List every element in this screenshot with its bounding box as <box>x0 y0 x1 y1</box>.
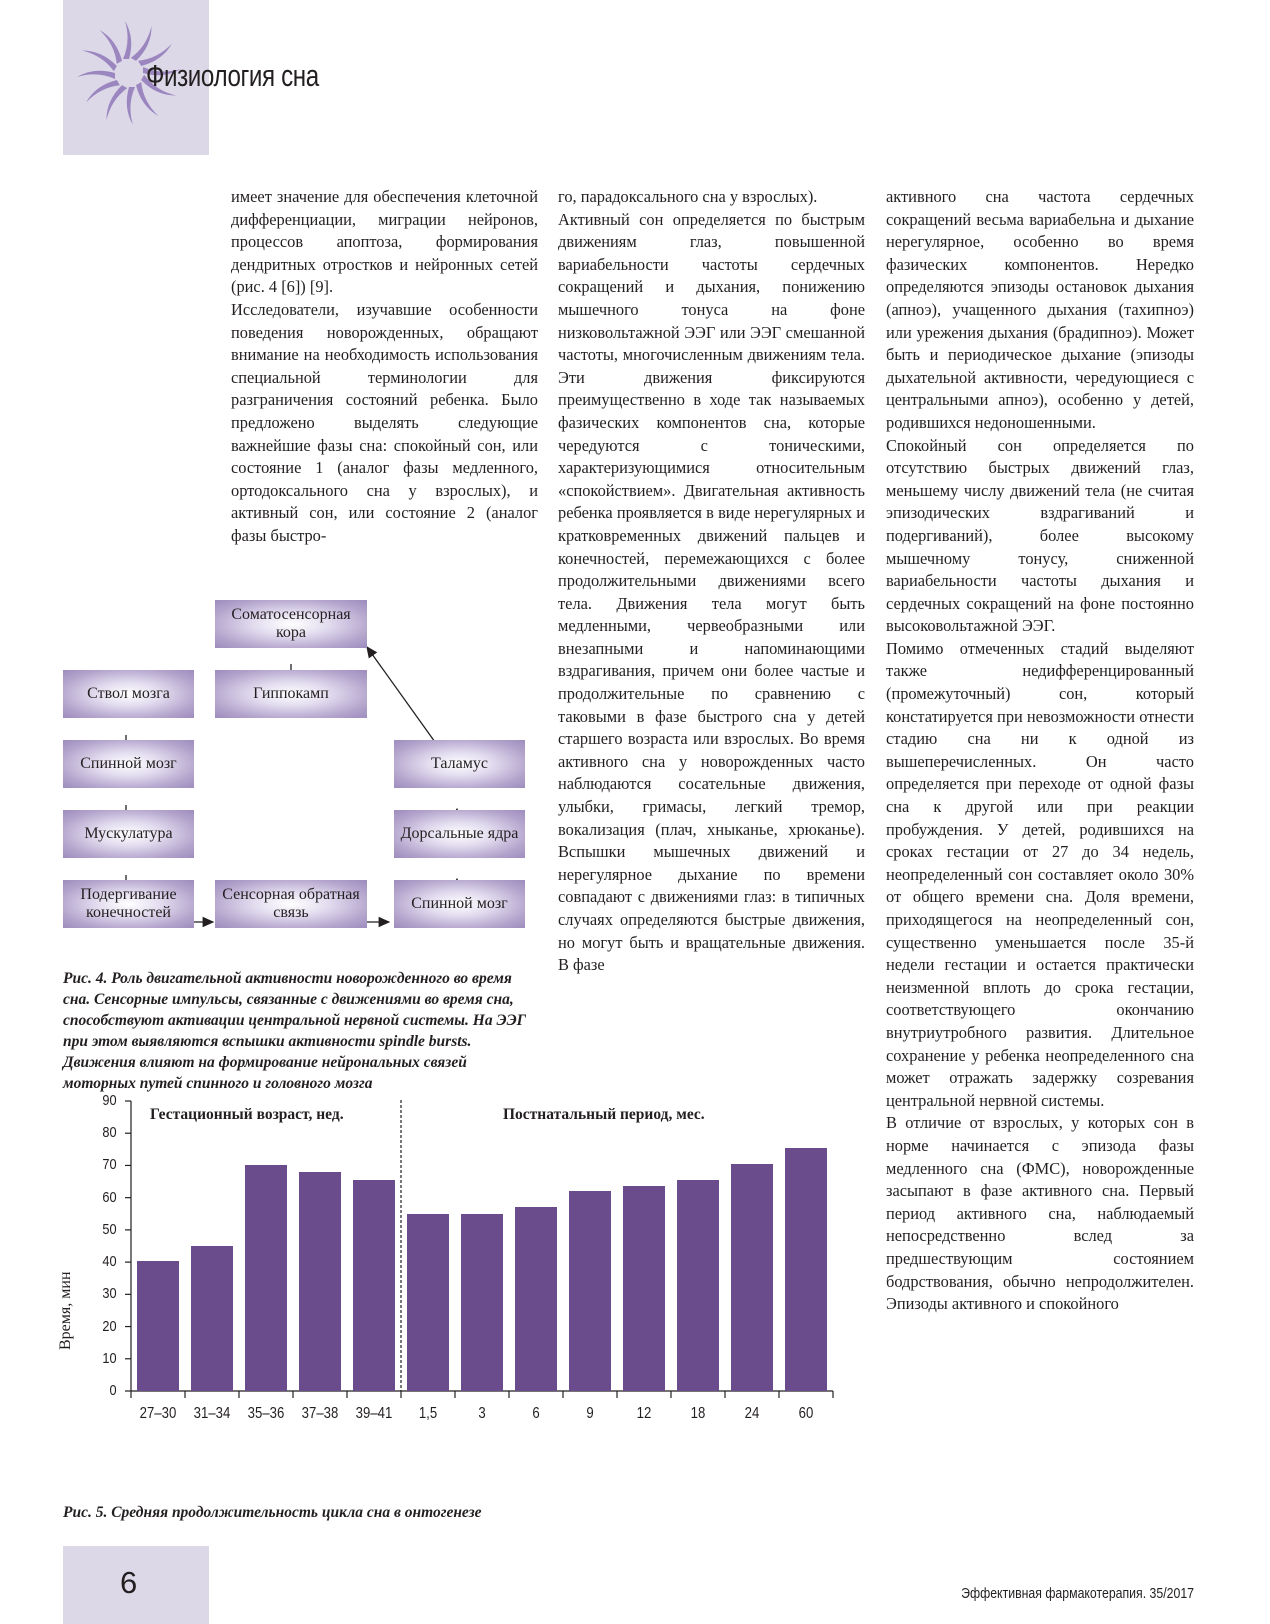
y-tick-label: 90 <box>102 1092 117 1109</box>
x-tick-label: 35–36 <box>247 1405 285 1422</box>
paragraph: го, парадоксального сна у взрослых). <box>558 187 818 206</box>
y-tick-label: 30 <box>102 1285 117 1303</box>
bar <box>191 1246 232 1391</box>
x-tick-label: 6 <box>532 1405 540 1422</box>
x-tick-label: 27–30 <box>139 1405 177 1422</box>
paragraph: Активный сон определяется по быстрым движениям глаз, повышенной вариабельности частоты сердечных сокращений и дыхания, понижению мышечного тонуса на фоне низковольтажной ЭЭГ или ЭЭГ смешанной частоты, многочисленным движениям тела. Эти движения фиксируются преимущественно в ходе так называемых фазических компонентов сна, которые чередуются с тоническими, характеризующимися относительным «спокойствием». Двигательная активность ребенка проявляется в виде нерегулярных и кратковременных движений пальцев и конечностей, перемежающихся с более продолжительными движениями всего тела. Движения тела могут быть медленными, червеобразными или внезапными и напоминающими вздрагивания, причем они более частые и продолжительные по сравнению с таковыми в фазе быстрого сна у детей старшего возраста или взрослых. Во время активного сна у новорожденных часто наблюдаются сосательные движения, улыбки, гримасы, легкий тремор, вокализация (плач, хныканье, хрюканье). Вспышки мышечных движений и нерегулярное дыхание по времени совпадают с движениями глаз: в типичных случаях определяются быстрые движения, но могут быть и вращательные движения. В фазе <box>558 209 865 975</box>
bar <box>245 1165 286 1391</box>
bar <box>785 1148 826 1391</box>
bar <box>137 1261 178 1392</box>
box-spinal-cord-left: Спинной мозг <box>63 740 194 788</box>
x-tick-label: 24 <box>744 1405 760 1422</box>
bar <box>353 1180 394 1391</box>
paragraph: имеет значение для обеспечения клеточной дифференциации, миграции нейронов, процессов апоптоза, формирования дендритных отростков и нейронных сетей (рис. 4 [6]) [9]. <box>231 187 538 297</box>
y-tick-label: 60 <box>102 1188 117 1206</box>
y-tick-label: 80 <box>102 1124 117 1142</box>
journal-footer: Эффективная фармакотерапия. 35/2017 <box>961 1585 1194 1602</box>
figure-4-diagram <box>63 606 543 955</box>
text-column-1 <box>231 186 538 548</box>
page-number: 6 <box>120 1565 138 1600</box>
text-column-3 <box>886 186 1194 1316</box>
x-tick-label: 39–41 <box>355 1405 393 1422</box>
bar <box>623 1186 664 1391</box>
y-tick-label: 0 <box>109 1382 117 1399</box>
paragraph: активного сна частота сердечных сокращений весьма вариабельна и дыхание нерегулярное, особенно во время фазических компонентов. Нередко определяются эпизоды остановок дыхания (апноэ), учащенного дыхания (тахипноэ) или урежения дыхания (брадипноэ). Может быть и периодическое дыхание (эпизоды дыхательной активности, чередующиеся с центральными апноэ), особенно у детей, родившихся недоношенными. <box>886 187 1194 432</box>
box-musculature: Мускулатура <box>63 810 194 858</box>
box-dorsal-nuclei: Дорсальные ядра <box>394 810 525 858</box>
y-tick-label: 10 <box>102 1349 117 1367</box>
y-tick-label: 50 <box>102 1220 117 1238</box>
box-brainstem: Ствол мозга <box>63 670 194 718</box>
group-label-postnatal: Постнатальный период, мес. <box>503 1106 705 1123</box>
box-spinal-cord-right: Спинной мозг <box>394 880 525 928</box>
x-tick-label: 18 <box>690 1405 706 1422</box>
group-label-gestational: Гестационный возраст, нед. <box>150 1106 344 1123</box>
bar <box>677 1180 718 1391</box>
bar <box>569 1191 610 1391</box>
y-axis-label: Время, мин <box>57 1271 74 1350</box>
bar <box>461 1214 502 1391</box>
box-hippocampus: Гиппокамп <box>215 670 367 718</box>
y-tick-label: 20 <box>102 1317 117 1335</box>
y-tick-label: 70 <box>102 1156 117 1174</box>
x-tick-label: 9 <box>586 1405 594 1422</box>
x-tick-label: 1,5 <box>418 1405 438 1422</box>
x-tick-label: 12 <box>636 1405 652 1422</box>
paragraph: Помимо отмеченных стадий выделяют также недифференцированный (промежуточный) сон, который констатируется при невозможности отнести стадию сна ни к одной из вышеперечисленных. Он часто определяется при переходе от одной фазы сна к другой или при реакции пробуждения. У детей, родившихся на сроках гестации от 27 до 34 недель, неопределенный сон составляет около 30% от общего времени сна. Доля времени, приходящегося на неопределенный сон, существенно уменьшается после 35-й недели гестации и остается практически неизменной вплоть до срока гестации, соответствующего окончанию внутриутробного развития. Длительное сохранение у ребенка неопределенного сна может отражать задержку созревания центральной нервной системы. <box>886 638 1194 1110</box>
box-thalamus: Таламус <box>394 740 525 788</box>
paragraph: В отличие от взрослых, у которых сон в норме начинается с эпизода фазы медленного сна (ФМС), новорожденные засыпают в фазе активного сна. Первый период активного сна, наблюдаемый непосредственно вслед за предшествующим состоянием бодрствования, обычно непродолжителен. Эпизоды активного и спокойного <box>886 1113 1194 1314</box>
box-limb-twitching: Подергивание конечностей <box>63 880 194 928</box>
bar <box>515 1207 556 1391</box>
box-sensory-feedback: Сенсорная обратная связь <box>215 880 367 928</box>
section-title: Физиология сна <box>146 58 319 93</box>
x-tick-label: 3 <box>478 1405 486 1422</box>
bar <box>407 1214 448 1391</box>
text-column-2 <box>558 186 865 977</box>
figure-5-bar-chart <box>57 1092 863 1490</box>
figure-4-caption: Рис. 4. Роль двигательной активности новорожденного во время сна. Сенсорные импульсы, связанные с движениями во время сна, способствуют активации центральной нервной системы. На ЭЭГ при этом выявляются вспышки активности spindle bursts. Движения влияют на формирование нейрональных связей моторных путей спинного и головного мозга <box>63 970 527 1092</box>
paragraph: Исследователи, изучавшие особенности поведения новорожденных, обращают внимание на необходимость использования специальной терминологии для разграничения состояний ребенка. Было предложено выделять следующие важнейшие фазы сна: спокойный сон, или состояние 1 (аналог фазы медленного, ортодоксального сна у взрослых), и активный сон, или состояние 2 (аналог фазы быстро- <box>231 299 538 545</box>
x-tick-label: 60 <box>798 1405 814 1422</box>
figure-5-caption: Рис. 5. Средняя продолжительность цикла сна в онтогенезе <box>63 1504 482 1521</box>
x-tick-label: 37–38 <box>301 1405 339 1422</box>
y-tick-label: 40 <box>102 1253 117 1271</box>
bar <box>299 1172 340 1391</box>
x-tick-label: 31–34 <box>193 1405 231 1422</box>
box-somatosensory-cortex: Соматосенсорная кора <box>215 600 367 648</box>
paragraph: Спокойный сон определяется по отсутствию быстрых движений глаз, меньшему числу движений тела (не считая эпизодических вздрагиваний и подергиваний), более высокому мышечному тонусу, сниженной вариабельности частоты дыхания и сердечных сокращений на фоне постоянно высоковольтажной ЭЭГ. <box>886 435 1194 636</box>
bar <box>731 1164 772 1391</box>
